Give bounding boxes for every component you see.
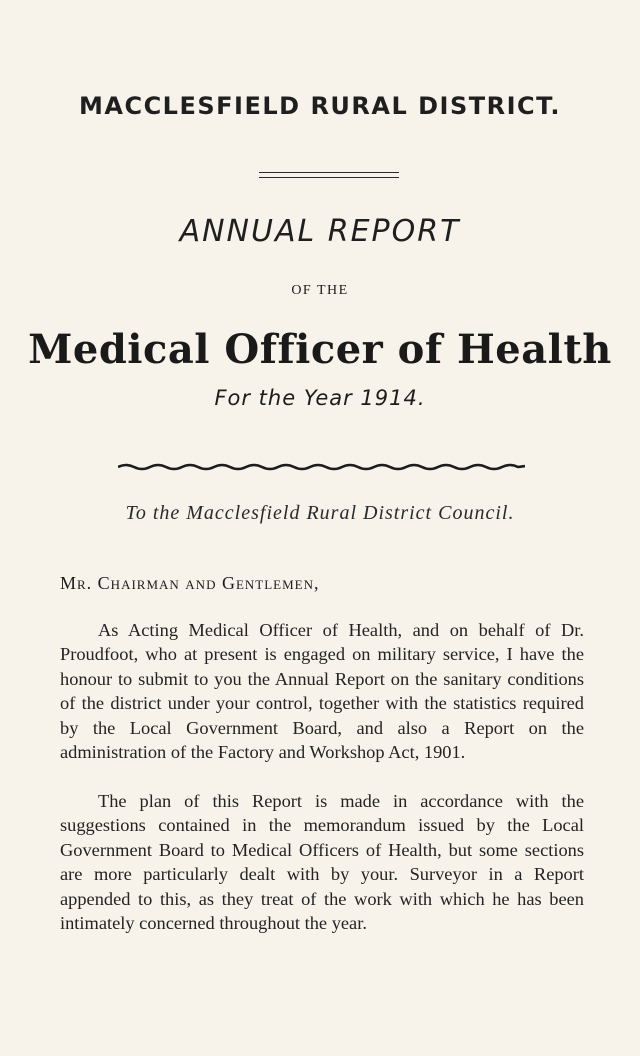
salutation: Mr. Chairman and Gentlemen,	[60, 573, 320, 593]
double-rule-divider	[259, 172, 399, 178]
district-heading: MACCLESFIELD RURAL DISTRICT.	[79, 92, 561, 120]
of-the-line: OF THE	[291, 283, 349, 298]
report-title: ANNUAL REPORT	[179, 214, 461, 249]
paragraph-2: The plan of this Report is made in accordance with the suggestions contained in the memorandum issued by the Local Government Board to Medical Officers of Health, but some sections are more particularly dealt with by your. Surveyor in a Report appended to this, as they treat of the work with which he has been intimately concerned throughout the year.	[60, 791, 584, 934]
year-line: For the Year 1914.	[214, 386, 426, 410]
address-line: To the Macclesfield Rural District Council.	[125, 502, 515, 524]
office-title: Medical Officer of Health	[28, 326, 612, 373]
wavy-rule-divider	[118, 460, 525, 472]
paragraph-1: As Acting Medical Officer of Health, and on behalf of Dr. Proudfoot, who at present is engaged on military service, I have the honour to submit to you the Annual Report on the sanitary conditions of the district under your control, together with the statistics required by the Local Government Board, and also a Report on the administration of the Factory and Workshop Act, 1901.	[60, 620, 584, 763]
